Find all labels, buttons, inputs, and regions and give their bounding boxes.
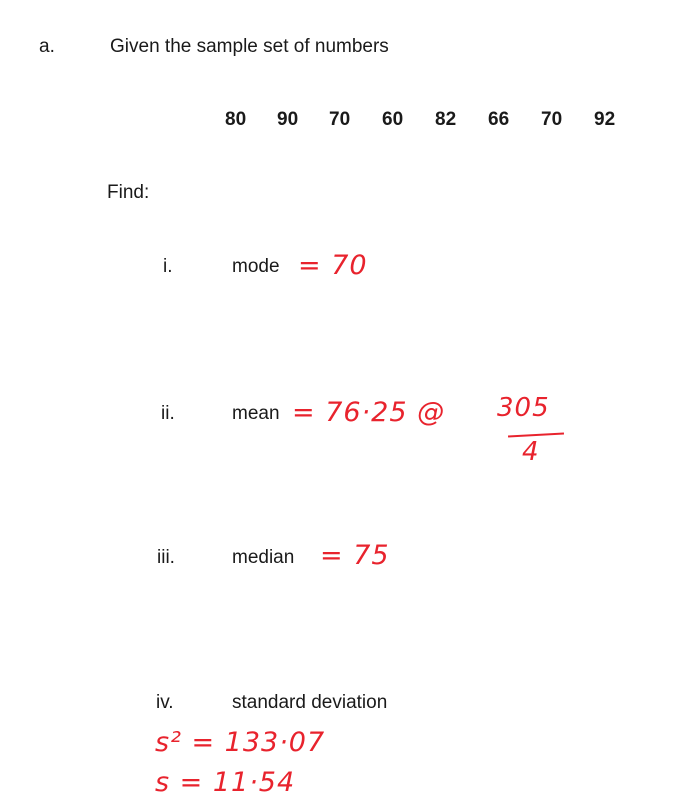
- number-item: 82: [435, 109, 457, 130]
- number-item: 80: [225, 109, 247, 130]
- item-numeral: ii.: [161, 403, 175, 424]
- find-label: Find:: [107, 182, 150, 203]
- number-item: 70: [329, 109, 351, 130]
- item-label-median: median: [232, 547, 295, 568]
- item-numeral: iii.: [157, 547, 175, 568]
- number-item: 70: [541, 109, 563, 130]
- number-item: 60: [382, 109, 404, 130]
- number-item: 92: [594, 109, 616, 130]
- number-item: 90: [277, 109, 299, 130]
- number-set: [225, 109, 615, 131]
- item-label-std-dev: standard deviation: [232, 692, 388, 713]
- handwritten-std-dev: s = 11·54: [155, 767, 296, 798]
- item-label-mean: mean: [232, 403, 280, 424]
- question-prompt: Given the sample set of numbers: [110, 36, 389, 57]
- handwritten-answer-mean: = 76·25 @: [292, 397, 446, 428]
- fraction-numerator: 305: [497, 393, 550, 423]
- part-label: a.: [39, 36, 55, 57]
- number-item: 66: [488, 109, 510, 130]
- item-numeral: i.: [163, 256, 173, 277]
- handwritten-variance: s² = 133·07: [155, 727, 326, 758]
- fraction-denominator: 4: [522, 437, 540, 467]
- handwritten-answer-median: = 75: [320, 540, 390, 571]
- handwritten-answer-mode: = 70: [298, 250, 368, 281]
- item-numeral: iv.: [156, 692, 174, 713]
- item-label-mode: mode: [232, 256, 280, 277]
